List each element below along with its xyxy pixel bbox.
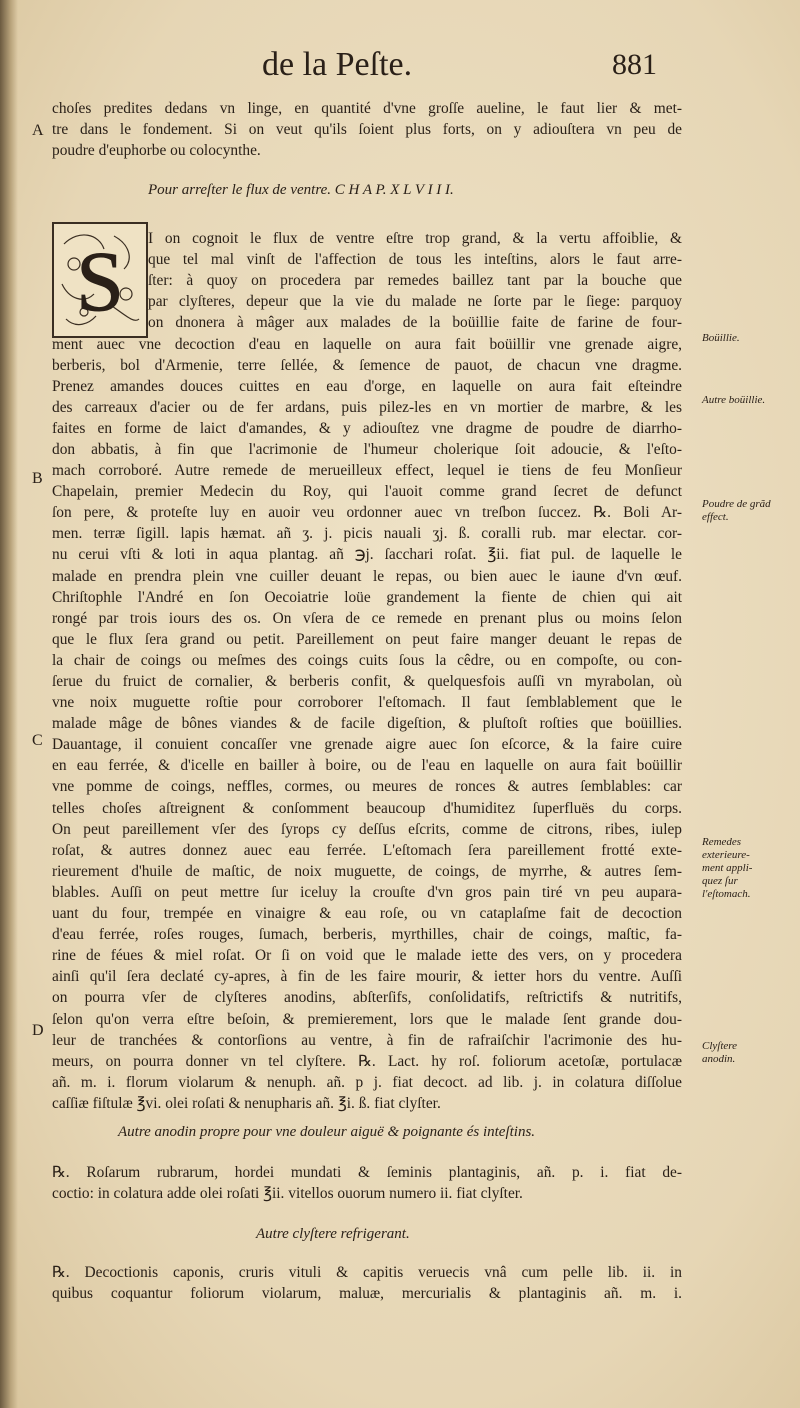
text-line: ſter: à quoy on procedera par remedes baillez tant par la bouche que [148, 272, 682, 290]
text-line: rongé par trois iours des os. On vſera de ce remede en prenant plus ou moins ſelon [52, 609, 682, 627]
decorated-initial [52, 222, 148, 338]
margin-letter-b: B [32, 470, 43, 487]
text-line: on dnonera à mâger aux malades de la boüillie faite de farine de four- [148, 314, 682, 332]
margin-letter-d: D [32, 1022, 44, 1039]
text-line: meurs, on pourra donner vn tel clyſtere. ℞. Lact. hy roſ. foliorum acetoſæ, portulacæ [52, 1052, 682, 1070]
text-line: ſon pere, & proteſte luy en auoir veu ordonner auec vn treſbon ſuccez. ℞. Boli Ar- [52, 504, 682, 522]
side-note: Autre boüillie. [702, 394, 766, 406]
text-line: roſat, & autres donnez auec eau ferrée. L'eſtomach ſera pareillement frotté exte- [52, 841, 682, 859]
text-line: coctio: in colatura adde olei roſati ℥ii. vitellos ouorum numero ii. fiat clyſter. [52, 1185, 523, 1203]
text-line: que le flux ſera grand ou petit. Pareillement on peut faire manger deuant le repas de [52, 630, 682, 648]
margin-letter-a: A [32, 122, 44, 139]
text-line: on pourra vſer de clyſteres anodins, abſterſifs, conſolidatifs, reſtrictifs & nutritifs, [52, 989, 682, 1007]
text-line: d'eau ferrée, roſes rouges, ſumach, berberis, myrthilles, chair de coings, maſtic, fa- [52, 926, 682, 944]
opening-paragraph [52, 98, 682, 161]
text-line: choſes predites dedans vn linge, en quantité d'vne groſſe aueline, le faut lier & met- [52, 100, 682, 117]
paragraph-with-initial [148, 228, 682, 333]
text-line: rieurement d'huile de maſtic, de noix muguette, de coings, de myrrhe, & autres ſem- [52, 862, 682, 880]
text-line: rine de féues & miel roſat. Or ſi on void que le malade iette des vers, on y procedera [52, 947, 682, 965]
text-line: que tel mal vinſt de l'affection de tous les inteſtins, alors le faut arre- [148, 251, 682, 269]
section-heading: Autre clyſtere refrigerant. [256, 1226, 410, 1242]
text-line: men. terræ ſigill. lapis hæmat. añ ʒ. j. picis nauali ʒj. ß. coralli rub. mar electar. cor- [52, 525, 682, 543]
text-line: don abbatis, à fin que l'acrimonie de l'humeur cholerique ſoit adoucie, & l'eſto- [52, 440, 682, 458]
text-line: añ. m. i. florum violarum & nenuph. añ. p j. fiat decoct. ad lib. j. in colatura diſſolue [52, 1073, 682, 1091]
section-heading: Autre anodin propre pour vne douleur aiguë & poignante és inteſtins. [118, 1124, 536, 1140]
ornamental-s-initial-icon [54, 224, 146, 336]
text-line: tre dans le fondement. Si on veut qu'ils ſoient plus forts, on y adiouſtera vn peu de [52, 121, 682, 139]
side-note: Clyſtere anodin. [702, 1040, 738, 1065]
chapter-body [52, 334, 682, 1114]
side-note: Poudre de grãd effect. [702, 498, 771, 523]
svg-text:S: S [76, 233, 124, 329]
text-line: leur de tranchées & contorſions au ventre, à fin de rafraiſchir l'acrimonie des hu- [52, 1031, 682, 1049]
text-line: poudre d'euphorbe ou colocynthe. [52, 142, 261, 160]
text-line: malade mâge de bônes viandes & de facile digeſtion, & pluſtoſt roſties que boüillies. [52, 715, 682, 733]
text-line: ſerue du fruict de cornalier, & berberis confit, & quelquesfois auſſi vn myrabolan, où [52, 673, 682, 690]
recipe-paragraph [52, 1162, 682, 1204]
text-line: berberis, bol d'Armenie, terre ſellée, & ſemence de pauot, de chacun vne dragme. [52, 356, 682, 374]
text-line: Chapelain, premier Medecin du Roy, qui l'auoit comme grand ſecret de defunct [52, 483, 682, 501]
text-line: ſelon qu'on verra eſtre beſoin, & premierement, lors que le malade ſent grande dou- [52, 1010, 682, 1028]
text-line: des carreaux d'acier ou de fer ardans, puis pilez-les en vn mortier de marbre, & les [52, 398, 682, 416]
text-line: I on cognoit le flux de ventre eſtre trop grand, & la vertu affoiblie, & [148, 230, 682, 247]
text-line: caſſiæ fiſtulæ ℥vi. olei roſati & nenupharis añ. ℥i. ß. fiat clyſter. [52, 1094, 441, 1112]
running-title: de la Peſte. [262, 46, 413, 83]
text-line: faites en forme de laict d'amandes, & y adiouſtez vne dragme de poudre de diarrho- [52, 419, 682, 437]
text-line: en eau ferrée, & d'icelle en bailler à boire, ou de l'eau en laquelle on aura fait boüillir [52, 757, 682, 775]
running-head [0, 46, 800, 86]
recipe-paragraph [52, 1262, 682, 1304]
text-line: ℞. Roſarum rubrarum, hordei mundati & ſeminis plantaginis, añ. p. i. fiat de- [52, 1164, 682, 1181]
text-line: par clyſteres, depeur que la vie du malade ne ſorte par le ſiege: parquoy [148, 293, 682, 311]
text-line: On peut pareillement vſer des ſyrops cy deſſus eſcrits, comme de citrons, ribes, iulep [52, 820, 682, 838]
side-note: Boüillie. [702, 332, 740, 344]
page-number: 881 [612, 48, 657, 81]
text-line: ment auec vne decoction d'eau en laquelle on aura fait boüillir vne grenade aigre, [52, 335, 682, 353]
text-line: Chriſtophle l'André en ſon Oecoiatrie loüe grandement la fiente de chien qui ait [52, 588, 682, 606]
margin-letter-c: C [32, 732, 43, 749]
text-line: blables. Auſſi on peut mettre ſur iceluy la crouſte d'vn gros pain tiré vn peu auparа- [52, 883, 682, 901]
text-line: nu cerui vſti & loti in aqua plantag. añ ℈j. ſacchari roſat. ℥ii. fiat pul. de laquelle le [52, 546, 682, 564]
text-line: Prenez amandes douces cuittes en eau d'orge, en laquelle on aura fait eſteindre [52, 377, 682, 395]
text-line: malade en prendra plein vne cuiller deuant le repas, ou bien auec le iaune d'vn œuf. [52, 567, 682, 585]
text-line: ainſi qu'il ſera declaté cy-apres, à fin de les faire mourir, & ietter hors du ventre. Auſſi [52, 968, 682, 986]
text-line: la chair de coings ou meſmes des coings cuits ſous la cêdre, ou en compoſte, ou con- [52, 651, 682, 669]
side-note: Remedes exterieure- ment appli- quez ſur l'eſtomach. [702, 836, 753, 900]
text-line: vne noix muguette roſtie pour corroborer l'eſtomach. Il faut ſemblablement que le [52, 694, 682, 712]
page-gutter [0, 0, 18, 1408]
text-line: uant du four, trempée en vinaigre & eau roſe, ou vn cataplaſme fait de decoction [52, 905, 682, 923]
text-line: telles choſes aſtreignent & conſomment beaucoup d'humiditez ſuperfluës du corps. [52, 799, 682, 817]
text-line: quibus coquantur foliorum violarum, maluæ, mercurialis & plantaginis añ. m. i. [52, 1285, 682, 1303]
text-line: mach corroboré. Autre remede de merueilleux effect, lequel ie tiens de feu Monſieur [52, 462, 682, 480]
text-line: vne pomme de coings, neffles, cormes, ou meures de ronces & autres ſemblables: car [52, 778, 682, 796]
chapter-heading: Pour arreſter le flux de ventre. C H A P. X L V I I I. [148, 182, 454, 198]
text-line: ℞. Decoctionis caponis, cruris vituli & capitis veruecis vnâ cum pelle lib. ii. in [52, 1264, 682, 1281]
text-line: Dauantage, il conuient concaſſer vne grenade aigre auec ſon eſcorce, & la faire cuire [52, 736, 682, 754]
